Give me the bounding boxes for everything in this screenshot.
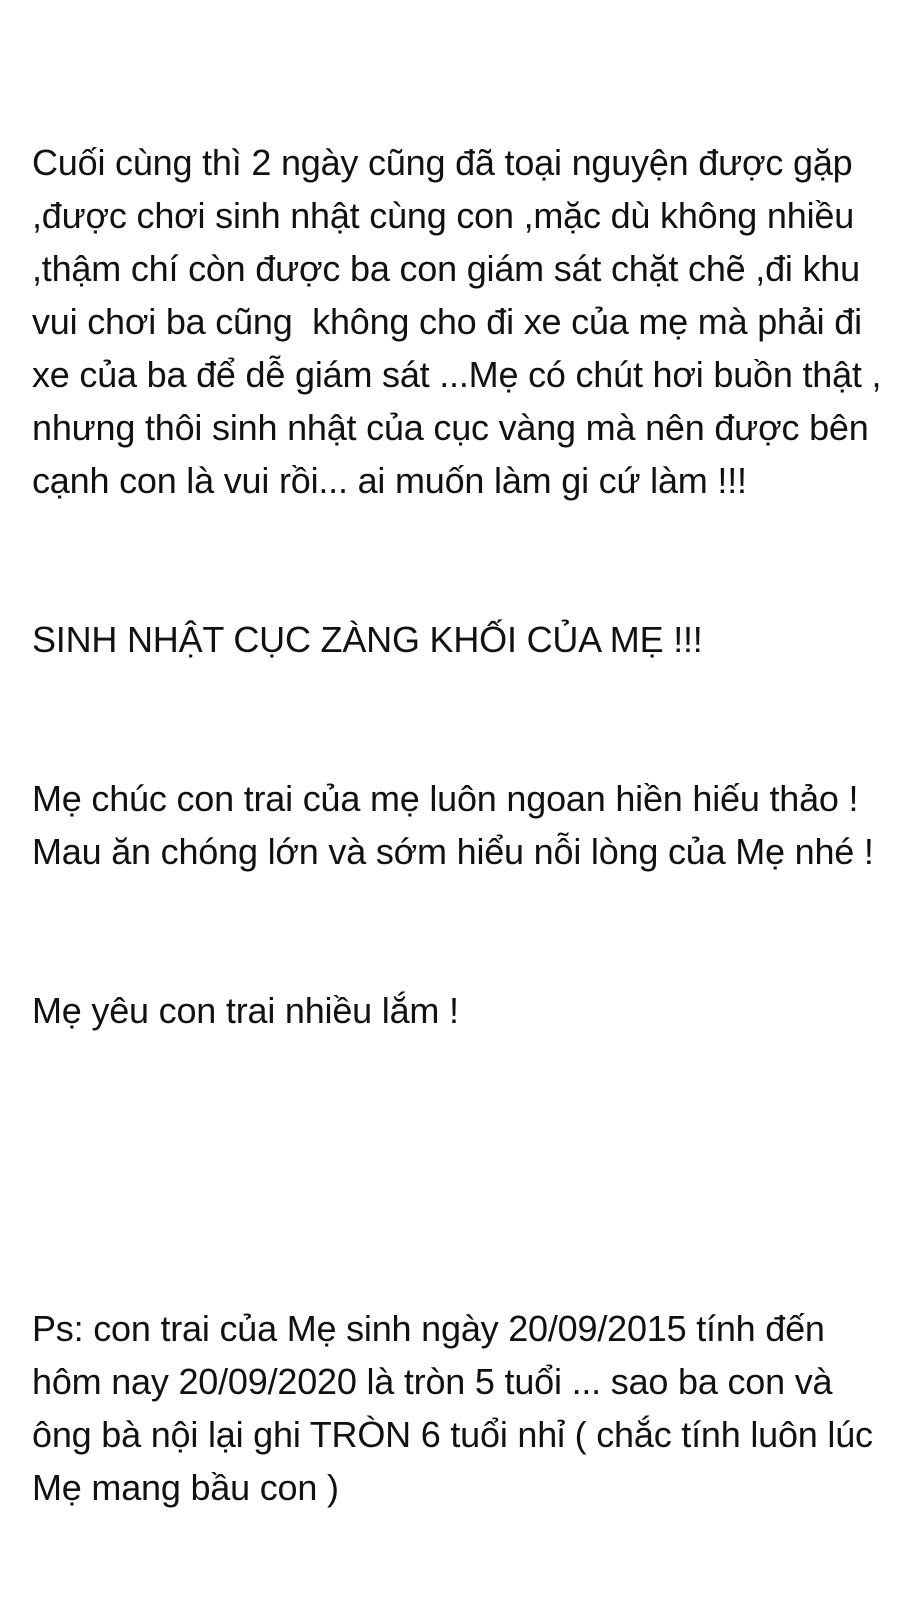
paragraph-3: Mẹ chúc con trai của mẹ luôn ngoan hiền hiếu thảo ! Mau ăn chóng lớn và sớm hiểu nỗi lòng của Mẹ nhé ! (32, 778, 874, 872)
post-body (32, 30, 896, 1620)
paragraph-1: Cuối cùng thì 2 ngày cũng đã toại nguyện được gặp ,được chơi sinh nhật cùng con ,mặc dù không nhiều ,thậm chí còn được ba con giám sát chặt chẽ ,đi khu vui chơi ba cũng không cho đi xe của mẹ mà phải đi xe của ba để dễ giám sát ...Mẹ có chút hơi buồn thật , nhưng thôi sinh nhật của cục vàng mà nên được bên cạnh con là vui rồi... ai muốn làm gi cứ làm !!! (32, 142, 892, 501)
paragraph-5: Ps: con trai của Mẹ sinh ngày 20/09/2015 tính đến hôm nay 20/09/2020 là tròn 5 tuổi ... sao ba con và ông bà nội lại ghi TRÒN 6 tuổi nhỉ ( chắc tính luôn lúc Mẹ mang bầu con ) (32, 1308, 883, 1508)
paragraph-spacer (32, 1143, 896, 1196)
paragraph-4: Mẹ yêu con trai nhiều lắm ! (32, 990, 459, 1031)
paragraph-2: SINH NHẬT CỤC ZÀNG KHỐI CỦA MẸ !!! (32, 619, 703, 660)
